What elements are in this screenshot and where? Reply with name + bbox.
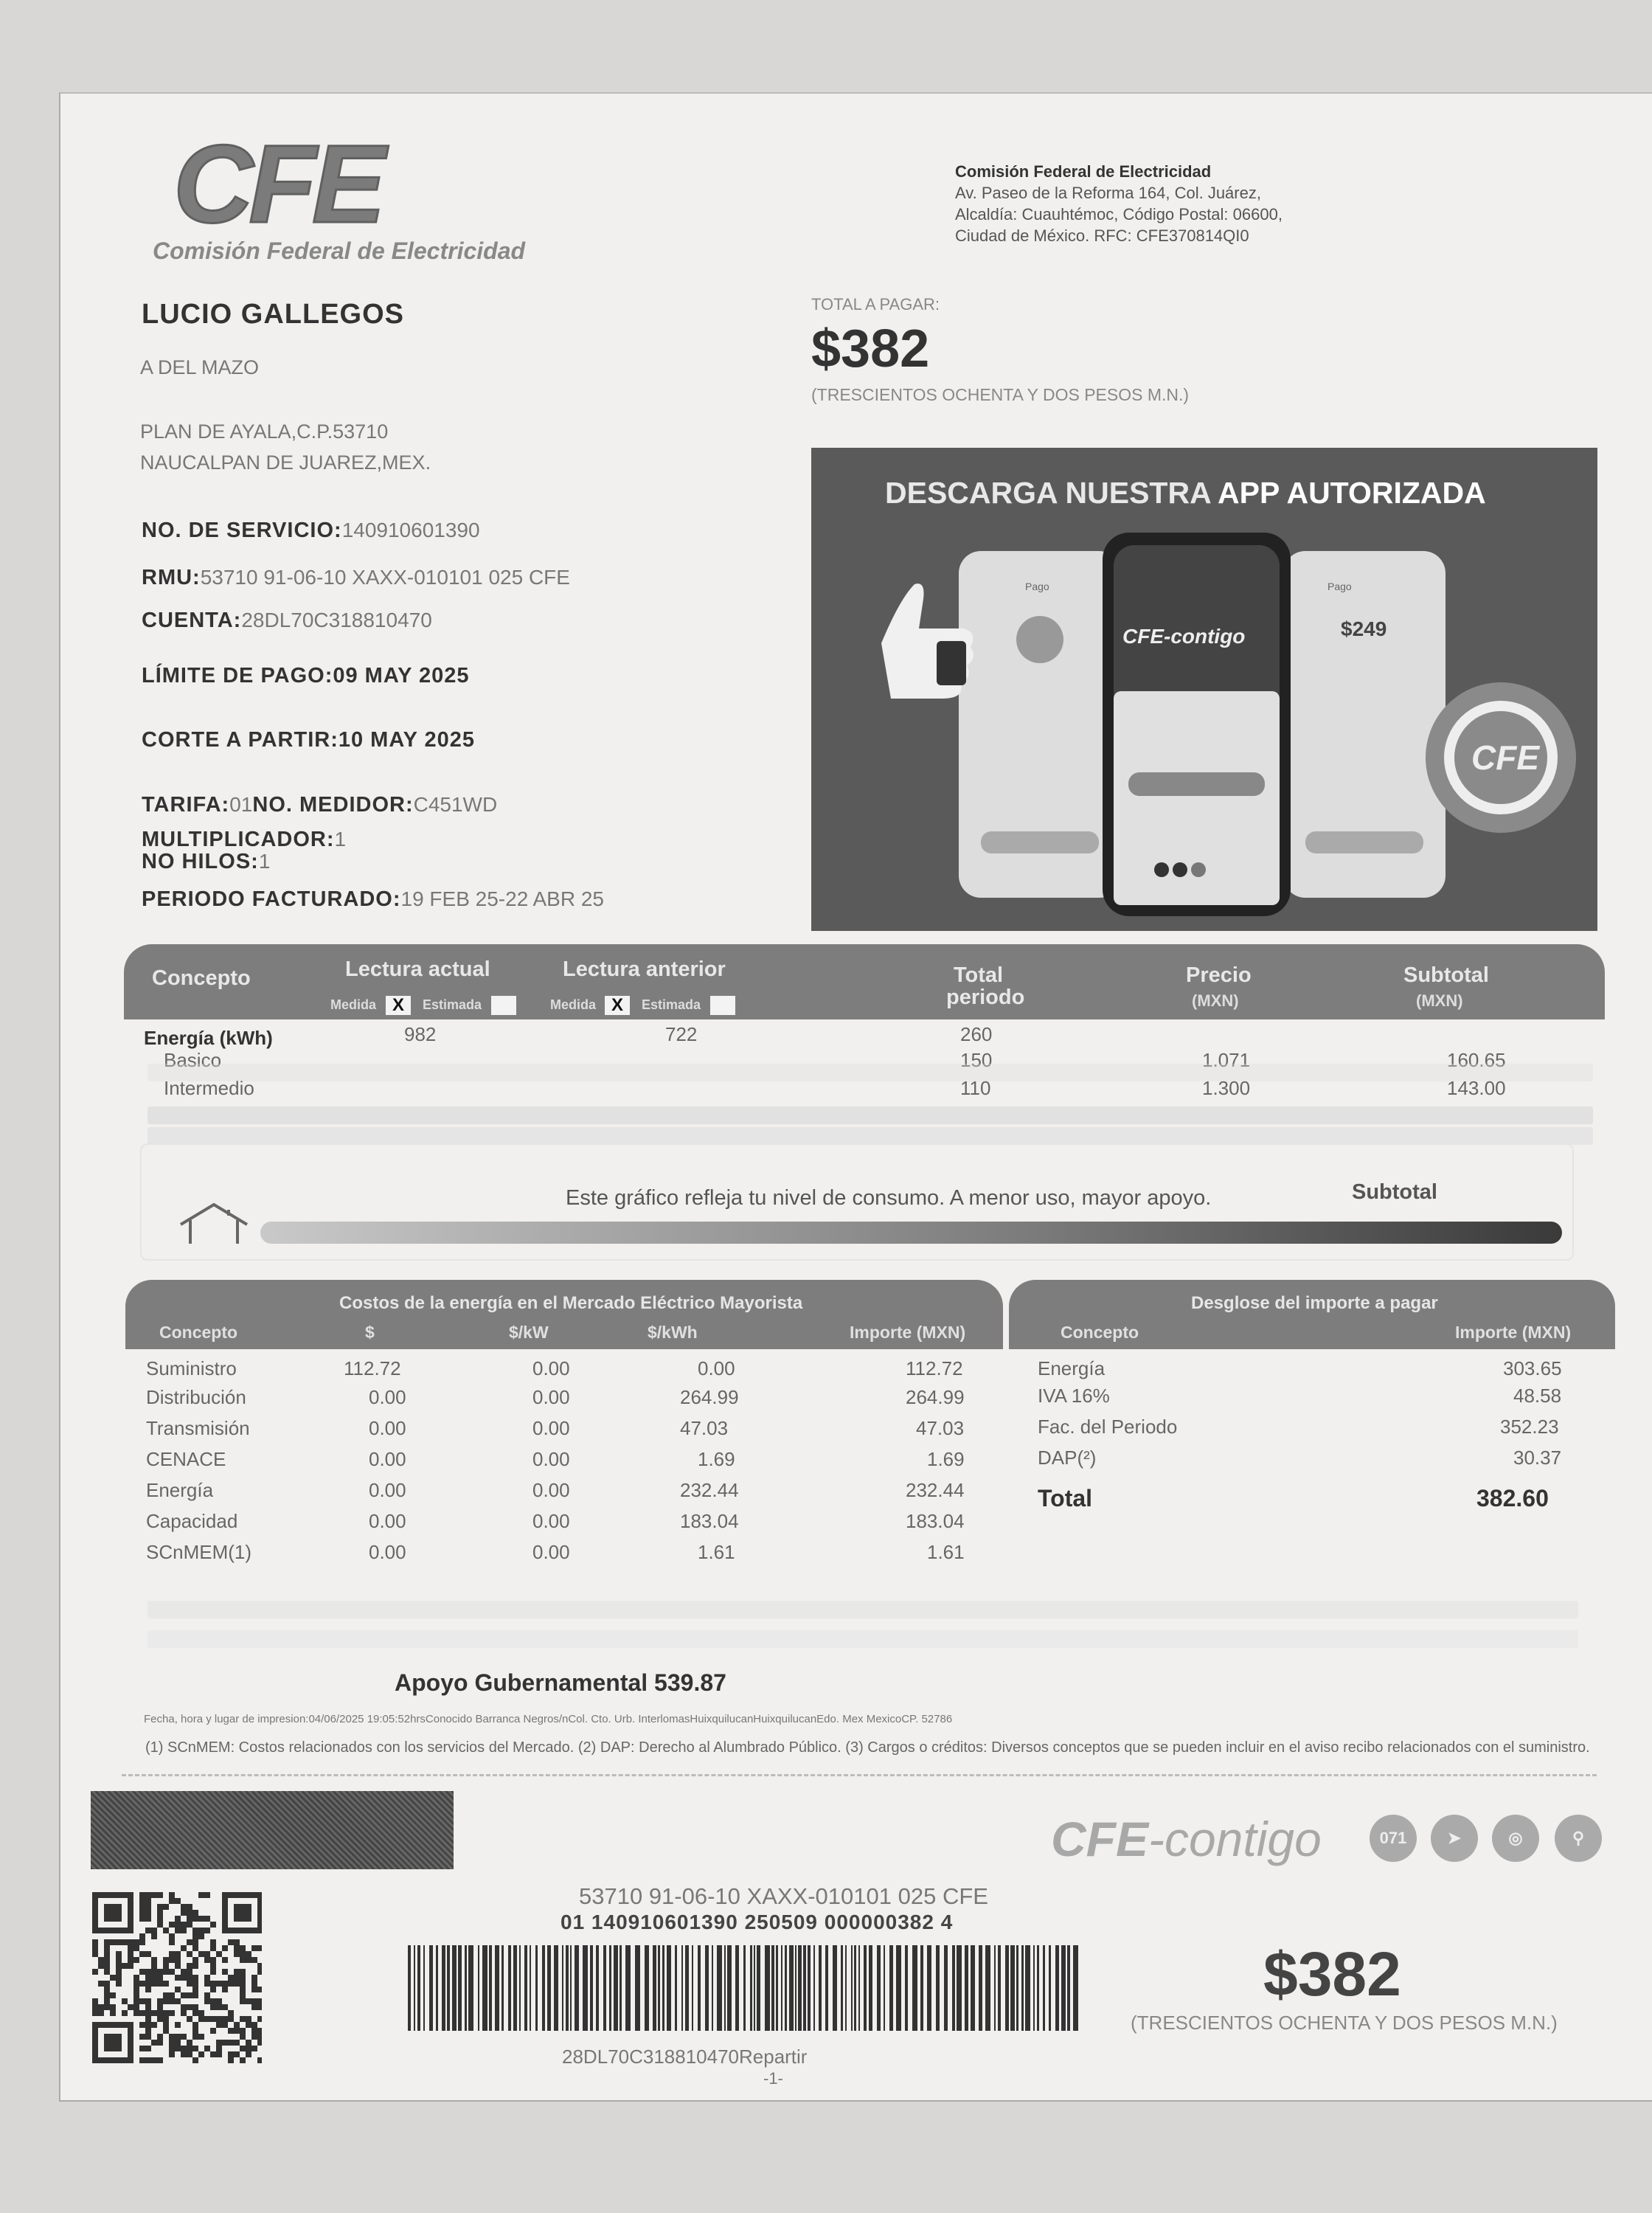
- breakdown-importe: 352.23: [1500, 1416, 1559, 1438]
- client-address: NAUCALPAN DE JUAREZ,MEX.: [140, 451, 431, 474]
- market-val: 0.00: [369, 1448, 406, 1470]
- breakdown-concepto: Fac. del Periodo: [1038, 1416, 1178, 1438]
- wires-label: NO HILOS:: [142, 850, 259, 873]
- row-concepto: Energía (kWh): [144, 1027, 273, 1049]
- consumption-table-header: [124, 944, 1605, 1019]
- medida-checkbox: X: [386, 996, 411, 1015]
- col-concepto: Concepto: [152, 966, 251, 990]
- market-val: 112.72: [344, 1357, 401, 1379]
- market-val: 0.00: [369, 1417, 406, 1439]
- medida-label: Medida: [550, 997, 597, 1012]
- row-subtotal: 143.00: [1447, 1077, 1506, 1099]
- medida-checkbox: X: [605, 996, 630, 1015]
- market-val: 0.00: [532, 1386, 570, 1408]
- cutoff-date: [142, 728, 475, 752]
- breakdown-importe: 303.65: [1503, 1357, 1562, 1379]
- ad-headline-a: DESCARGA NUESTRA: [885, 476, 1218, 510]
- account-repartir: 28DL70C318810470Repartir: [562, 2046, 808, 2068]
- rmu: [142, 566, 570, 590]
- consumption-bar: [260, 1222, 1562, 1244]
- row-total: 110: [960, 1077, 991, 1099]
- market-val: 0.00: [532, 1479, 570, 1501]
- rmu-value: 53710 91-06-10 XAXX-010101 025 CFE: [200, 566, 570, 589]
- market-val: 0.00: [532, 1357, 570, 1379]
- multiplier: [142, 828, 346, 852]
- meter-label: NO. MEDIDOR:: [252, 793, 414, 817]
- ad-headline-b: APP AUTORIZADA: [1218, 476, 1486, 510]
- cfe-contigo-logo: [1051, 1811, 1322, 1867]
- market-importe: 112.72: [906, 1357, 963, 1379]
- due-date: [142, 664, 470, 688]
- graph-subtotal-label: Subtotal: [1352, 1180, 1437, 1204]
- market-val: 0.00: [698, 1357, 735, 1379]
- billing-period: [142, 887, 604, 912]
- market-col: Importe (MXN): [850, 1323, 966, 1342]
- cutoff-date-label: CORTE A PARTIR:: [142, 728, 339, 752]
- market-concepto: Capacidad: [146, 1510, 238, 1532]
- market-val: 1.61: [698, 1541, 735, 1563]
- ad-cfe-logo: CFE: [1471, 738, 1539, 777]
- phones-illustration: [811, 448, 1597, 931]
- barcode-digits: 01 140910601390 250509 000000382 4: [560, 1911, 954, 1933]
- total-amount: $382: [811, 319, 930, 378]
- service-number-label: NO. DE SERVICIO:: [142, 519, 342, 542]
- stub-total-words: (TRESCIENTOS OCHENTA Y DOS PESOS M.N.): [1131, 2012, 1558, 2034]
- col-subtotal: Subtotal: [1403, 963, 1489, 987]
- phone-071-icon[interactable]: 071: [1370, 1815, 1417, 1862]
- breakdown-col-importe: Importe (MXN): [1455, 1323, 1572, 1342]
- market-importe: 1.61: [927, 1541, 965, 1563]
- breakdown-title: Desglose del importe a pagar: [1191, 1293, 1438, 1313]
- account-label: CUENTA:: [142, 609, 242, 632]
- breakdown-total-label: Total: [1038, 1485, 1093, 1511]
- row-actual: 982: [404, 1023, 437, 1045]
- market-val: 232.44: [680, 1479, 739, 1501]
- market-col: $/kWh: [648, 1323, 698, 1342]
- stub-total-amount: $382: [1263, 1939, 1401, 2009]
- footnotes: (1) SCnMEM: Costos relacionados con los servicios del Mercado. (2) DAP: Derecho al Alumbrado Público. (3) Cargos o créditos: Diversos conceptos que se pueden incluir en el aviso recibo relacionados con el suministro.: [145, 1739, 1590, 1756]
- multiplier-label: MULTIPLICADOR:: [142, 828, 335, 851]
- blurred-row: [148, 1127, 1593, 1145]
- col-total: Total: [954, 963, 1004, 987]
- market-col: Concepto: [159, 1323, 238, 1342]
- cfe-logo-subtitle: Comisión Federal de Electricidad: [153, 238, 526, 264]
- cfe-logo: CFE: [173, 122, 381, 246]
- due-date-label: LÍMITE DE PAGO:: [142, 664, 333, 688]
- ad-amount: $249: [1341, 617, 1387, 640]
- market-val: 0.00: [532, 1448, 570, 1470]
- market-concepto: Suministro: [146, 1357, 237, 1379]
- market-col: $/kW: [509, 1323, 549, 1342]
- market-val: 47.03: [680, 1417, 729, 1439]
- estimada-checkbox: [491, 996, 516, 1015]
- company-address: Av. Paseo de la Reforma 164, Col. Juárez,: [955, 184, 1261, 202]
- row-precio: 1.300: [1202, 1077, 1251, 1099]
- tariff-meter: [142, 793, 497, 817]
- atm-icon[interactable]: ◎: [1492, 1815, 1539, 1862]
- total-words: (TRESCIENTOS OCHENTA Y DOS PESOS M.N.): [811, 385, 1190, 404]
- redacted-block: [91, 1791, 454, 1869]
- contigo-text: -contigo: [1148, 1812, 1322, 1866]
- market-val: 0.00: [532, 1510, 570, 1532]
- tariff-label: TARIFA:: [142, 793, 230, 817]
- market-concepto: Energía: [146, 1479, 214, 1501]
- account: [142, 609, 432, 633]
- service-number: [142, 519, 480, 543]
- client-name: LUCIO GALLEGOS: [142, 299, 404, 330]
- blurred-row: [148, 1064, 1593, 1081]
- due-date-value: 09 MAY 2025: [333, 664, 470, 688]
- house-icon: [177, 1201, 251, 1247]
- billing-period-value: 19 FEB 25-22 ABR 25: [400, 887, 605, 910]
- client-address: PLAN DE AYALA,C.P.53710: [140, 420, 389, 443]
- market-importe: 47.03: [916, 1417, 965, 1439]
- market-costs-header: [125, 1280, 1003, 1349]
- client-address: A DEL MAZO: [140, 356, 260, 378]
- breakdown-total-value: 382.60: [1476, 1485, 1549, 1511]
- breakdown-col-concepto: Concepto: [1061, 1323, 1139, 1342]
- market-costs-title: Costos de la energía en el Mercado Eléctrico Mayorista: [339, 1293, 803, 1313]
- contigo-cfe: CFE: [1051, 1812, 1148, 1866]
- col-precio-unit: (MXN): [1192, 991, 1239, 1010]
- reference-line: 53710 91-06-10 XAXX-010101 025 CFE: [579, 1883, 988, 1909]
- wires: [142, 850, 270, 874]
- row-concepto: Basico: [164, 1049, 222, 1071]
- blurred-row: [148, 1106, 1593, 1124]
- market-val: 0.00: [369, 1510, 406, 1532]
- row-precio: 1.071: [1202, 1049, 1251, 1071]
- company-address: Ciudad de México. RFC: CFE370814QI0: [955, 226, 1249, 245]
- barcode: [408, 1945, 1083, 2031]
- blurred-row: [148, 1601, 1578, 1618]
- billing-period-label: PERIODO FACTURADO:: [142, 887, 401, 911]
- company-title: Comisión Federal de Electricidad: [955, 162, 1212, 181]
- market-concepto: SCnMEM(1): [146, 1541, 252, 1563]
- market-val: 0.00: [532, 1417, 570, 1439]
- service-number-value: 140910601390: [341, 519, 480, 541]
- market-concepto: Transmisión: [146, 1417, 250, 1439]
- blurred-row: [148, 1630, 1578, 1648]
- estimada-label: Estimada: [642, 997, 701, 1012]
- market-concepto: Distribución: [146, 1386, 246, 1408]
- government-support: Apoyo Gubernamental 539.87: [395, 1669, 726, 1696]
- medida-label: Medida: [330, 997, 377, 1012]
- row-total: 260: [960, 1023, 993, 1045]
- wires-value: 1: [258, 850, 271, 873]
- meter-value: C451WD: [413, 793, 498, 816]
- market-importe: 183.04: [906, 1510, 965, 1532]
- row-concepto: Intermedio: [164, 1077, 254, 1099]
- page-number: -1-: [763, 2069, 783, 2088]
- market-val: 0.00: [369, 1541, 406, 1563]
- account-value: 28DL70C318810470: [241, 609, 432, 631]
- qr-code: [92, 1892, 262, 2063]
- breakdown-importe: 30.37: [1513, 1447, 1562, 1469]
- print-info: Fecha, hora y lugar de impresion:04/06/2025 19:05:52hrsConocido Barranca Negros/nCol. Cto. Urb. InterlomasHuixquilucanHuixquilucanEdo. Mex MexicoCP. 52786: [144, 1713, 953, 1725]
- col-periodo: periodo: [946, 986, 1025, 1009]
- market-concepto: CENACE: [146, 1448, 226, 1470]
- app-ad-banner[interactable]: [811, 448, 1597, 931]
- col-precio: Precio: [1186, 963, 1252, 987]
- location-icon[interactable]: ⚲: [1555, 1815, 1602, 1862]
- market-val: 1.69: [698, 1448, 735, 1470]
- ad-pago-label: Pago: [1025, 581, 1049, 592]
- breakdown-header: [1009, 1280, 1615, 1349]
- market-val: 0.00: [369, 1479, 406, 1501]
- breakdown-importe: 48.58: [1513, 1385, 1562, 1407]
- market-col: $: [365, 1323, 375, 1342]
- market-val: 183.04: [680, 1510, 739, 1532]
- row-total: 150: [960, 1049, 993, 1071]
- company-info: [955, 161, 1283, 246]
- col-subtotal-unit: (MXN): [1416, 991, 1463, 1010]
- graph-caption: Este gráfico refleja tu nivel de consumo. A menor uso, mayor apoyo.: [566, 1186, 1212, 1210]
- breakdown-concepto: Energía: [1038, 1357, 1106, 1379]
- market-importe: 264.99: [906, 1386, 965, 1408]
- cutoff-date-value: 10 MAY 2025: [338, 728, 476, 752]
- market-val: 264.99: [680, 1386, 739, 1408]
- market-val: 0.00: [532, 1541, 570, 1563]
- company-address: Alcaldía: Cuauhtémoc, Código Postal: 06600,: [955, 205, 1283, 224]
- market-importe: 1.69: [927, 1448, 965, 1470]
- market-val: 0.00: [369, 1386, 406, 1408]
- col-lectura-anterior: Lectura anterior: [563, 957, 726, 981]
- market-importe: 232.44: [906, 1479, 965, 1501]
- multiplier-value: 1: [334, 828, 347, 851]
- estimada-label: Estimada: [423, 997, 482, 1012]
- telegram-icon[interactable]: ➤: [1431, 1815, 1478, 1862]
- ad-pago-label: Pago: [1328, 581, 1352, 592]
- row-subtotal: 160.65: [1447, 1049, 1506, 1071]
- estimada-checkbox: [710, 996, 735, 1015]
- cut-line: [122, 1774, 1597, 1776]
- tariff-value: 01: [229, 793, 253, 816]
- col-lectura-actual: Lectura actual: [345, 957, 490, 981]
- ad-app-name: CFE-contigo: [1122, 625, 1246, 648]
- breakdown-concepto: IVA 16%: [1038, 1385, 1110, 1407]
- rmu-label: RMU:: [142, 566, 201, 589]
- row-anterior: 722: [665, 1023, 698, 1045]
- breakdown-concepto: DAP(²): [1038, 1447, 1097, 1469]
- total-label: TOTAL A PAGAR:: [811, 295, 940, 314]
